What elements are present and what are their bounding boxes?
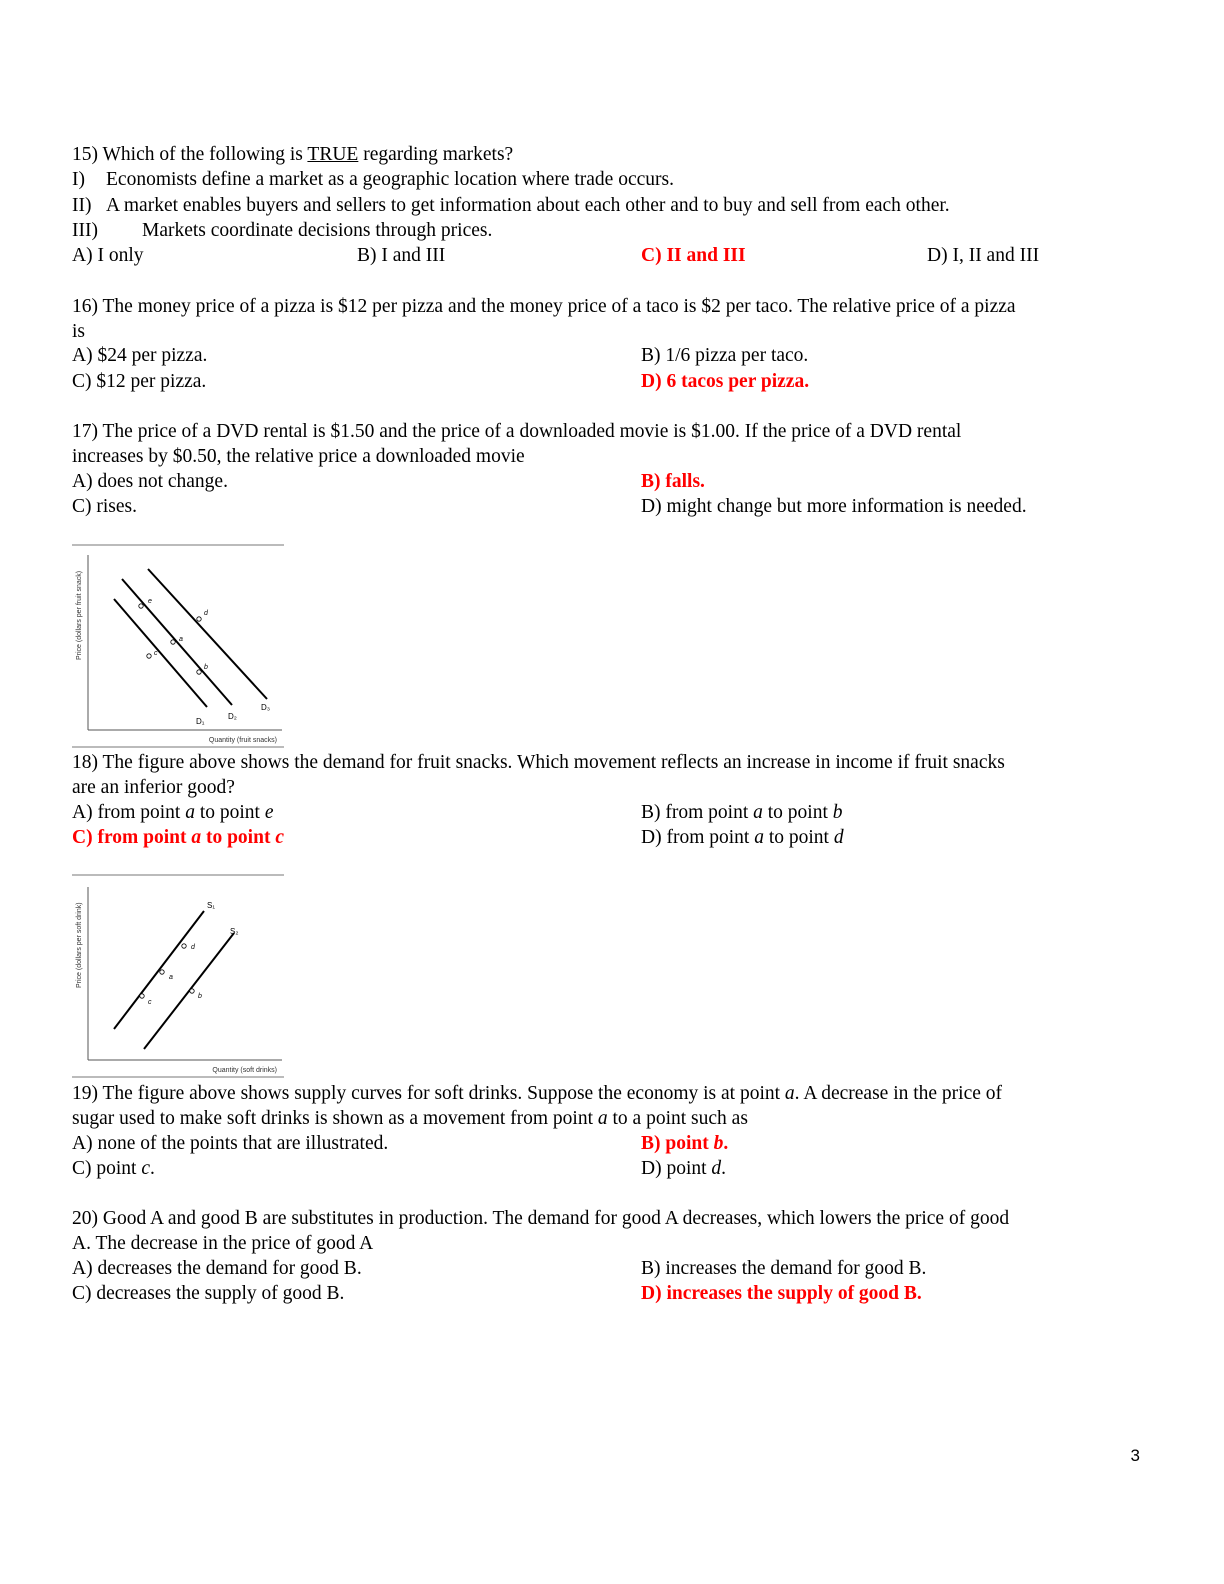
supply-curves-svg [70, 873, 286, 1079]
point-c-marker [140, 994, 144, 998]
point-d-label: d [191, 944, 195, 951]
q15-stmt1-num: I) [72, 169, 85, 190]
point-d-marker [182, 944, 186, 948]
demand-curve-d3 [148, 569, 267, 699]
point-a-label: a [169, 974, 173, 981]
q17-option-d: D) might change but more information is needed. [641, 496, 1027, 517]
q17-option-a: A) does not change. [72, 471, 228, 492]
curve-d3-label: D₃ [261, 703, 271, 712]
curve-s1-label: S₁ [207, 901, 216, 910]
point-d-marker [197, 617, 201, 621]
point-a-label: a [179, 636, 183, 643]
supply-curve-s2 [144, 933, 234, 1049]
point-c-label: c [154, 650, 158, 657]
supply-curves-figure [70, 873, 286, 1079]
q16-option-d-answer: D) 6 tacos per pizza. [641, 371, 810, 392]
q18-option-c-answer: C) from point a to point c [72, 827, 284, 848]
page-number: 3 [1130, 1446, 1140, 1465]
q16-stem-line2: is [72, 321, 86, 342]
curve-d1-label: D₁ [196, 717, 205, 726]
point-b-marker [190, 989, 194, 993]
point-b-label: b [204, 664, 208, 671]
q16-option-a: A) $24 per pizza. [72, 345, 208, 366]
point-e-label: e [148, 598, 152, 605]
q15-stmt3-num: III) [72, 220, 98, 241]
q19-option-a: A) none of the points that are illustrated. [72, 1133, 389, 1154]
q16-option-c: C) $12 per pizza. [72, 371, 207, 392]
point-a-marker [171, 640, 175, 644]
point-a-marker [160, 970, 164, 974]
q19-stem-line1: 19) The figure above shows supply curves for soft drinks. Suppose the economy is at point a. A decrease in the price of [72, 1083, 1003, 1104]
q19-option-b-answer: B) point b. [641, 1133, 729, 1154]
q15-stmt2: A market enables buyers and sellers to get information about each other and to buy and sell from each other. [106, 195, 950, 216]
q15-stmt1: Economists define a market as a geographic location where trade occurs. [106, 169, 674, 190]
q20-stem-line1: 20) Good A and good B are substitutes in production. The demand for good A decreases, which lowers the price of good [72, 1208, 1010, 1229]
point-c-marker [147, 654, 151, 658]
q20-option-a: A) decreases the demand for good B. [72, 1258, 362, 1279]
q15-stem: 15) Which of the following is TRUE regarding markets? [72, 144, 514, 165]
point-b-label: b [198, 993, 202, 1000]
demand-curve-d1 [114, 599, 207, 707]
q17-option-b-answer: B) falls. [641, 471, 705, 492]
q17-stem-line2: increases by $0.50, the relative price a downloaded movie [72, 446, 525, 467]
supply-curve-s1 [114, 911, 204, 1029]
q20-option-c: C) decreases the supply of good B. [72, 1283, 345, 1304]
q15-stmt2-num: II) [72, 195, 92, 216]
q17-stem-line1: 17) The price of a DVD rental is $1.50 and the price of a downloaded movie is $1.00. If the price of a DVD rental [72, 421, 962, 442]
curve-d2-label: D₂ [228, 712, 237, 721]
q18-stem-line2: are an inferior good? [72, 777, 235, 798]
q15-stmt3: Markets coordinate decisions through prices. [142, 220, 493, 241]
q16-option-b: B) 1/6 pizza per taco. [641, 345, 809, 366]
q16-stem-line1: 16) The money price of a pizza is $12 per pizza and the money price of a taco is $2 per taco. The relative price of a pizza [72, 296, 1016, 317]
q20-stem-line2: A. The decrease in the price of good A [72, 1233, 374, 1254]
x-axis-label: Quantity (soft drinks) [212, 1067, 277, 1074]
curve-s2-label: S₂ [230, 927, 239, 936]
y-axis-label: Price (dollars per soft drink) [76, 902, 83, 988]
q18-option-a: A) from point a to point e [72, 802, 274, 823]
demand-curves-svg [70, 543, 286, 749]
y-axis-label: Price (dollars per fruit snack) [76, 570, 83, 660]
q15-option-c-answer: C) II and III [641, 245, 746, 266]
q20-option-b: B) increases the demand for good B. [641, 1258, 927, 1279]
point-c-label: c [148, 999, 152, 1006]
q19-stem-line2: sugar used to make soft drinks is shown as a movement from point a to a point such as [72, 1108, 748, 1129]
q15-option-b: B) I and III [357, 245, 446, 266]
q15-option-a: A) I only [72, 245, 144, 266]
q18-option-d: D) from point a to point d [641, 827, 844, 848]
point-b-marker [197, 670, 201, 674]
point-e-marker [139, 604, 143, 608]
q15-option-d: D) I, II and III [927, 245, 1040, 266]
q18-option-b: B) from point a to point b [641, 802, 843, 823]
q20-option-d-answer: D) increases the supply of good B. [641, 1283, 922, 1304]
q19-option-d: D) point d. [641, 1158, 727, 1179]
x-axis-label: Quantity (fruit snacks) [208, 737, 277, 744]
q19-option-c: C) point c. [72, 1158, 155, 1179]
point-d-label: d [204, 610, 208, 617]
q17-option-c: C) rises. [72, 496, 137, 517]
q18-stem-line1: 18) The figure above shows the demand for fruit snacks. Which movement reflects an increase in income if fruit snacks [72, 752, 1005, 773]
demand-curves-figure [70, 543, 286, 749]
